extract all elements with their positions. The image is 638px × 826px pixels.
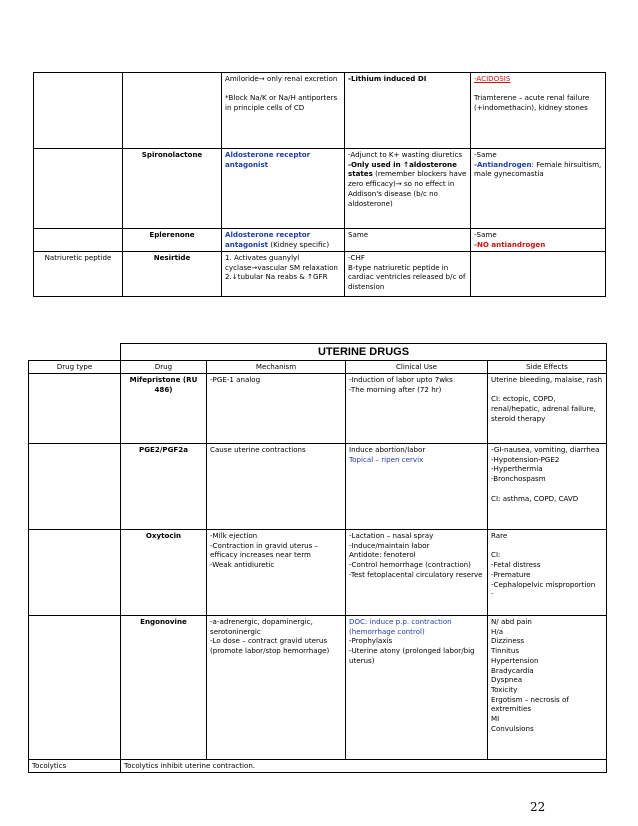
clinical-text: -Lithium induced DI: [348, 74, 427, 83]
table-row: [34, 252, 606, 297]
table-row: [29, 374, 607, 444]
header-drug: Drug: [121, 361, 207, 374]
side-effect-text: Tinnitus: [491, 646, 520, 656]
side-effect-text: Toxicity: [491, 684, 518, 694]
side-effect-text: H/a: [491, 626, 504, 636]
drug-type-cell: [29, 760, 121, 773]
clinical-cell: [346, 444, 488, 530]
drug-name: Mifepristone (RU 486): [129, 375, 198, 394]
side-effect-text: -GI-nausea, vomiting, diarrhea: [491, 445, 600, 454]
clinical-text: Induce abortion/labor: [349, 445, 426, 454]
mechanism-text: -Contraction in gravid uterus – efficacy increases near term: [210, 540, 319, 560]
side-effect-text: -Premature: [491, 569, 531, 579]
side-effect-text: -Same: [474, 150, 497, 159]
mechanism-cell: [207, 530, 346, 616]
uterine-drugs-table: [28, 343, 607, 773]
drug-type-label: Tocolytics: [32, 761, 67, 770]
side-effect-text: Hypertension: [491, 655, 539, 665]
side-effect-text: MI: [491, 714, 500, 724]
drug-type-cell: [34, 252, 123, 297]
table-row: [34, 73, 606, 149]
drug-type-cell: [34, 229, 123, 252]
mechanism-text: -Milk ejection: [210, 531, 258, 540]
side-effect-text: Triamterene – acute renal failure (+indomethacin), kidney stones: [474, 93, 590, 113]
side-effects-cell: [471, 252, 606, 297]
clinical-text: (remember blockers have zero efficacy)→ so no effect in Addison's disease (b/c no aldosterone): [348, 169, 467, 208]
table-row: [29, 760, 607, 773]
mechanism-text: Aldosterone receptor antagonist: [225, 230, 311, 249]
drug-cell: [121, 530, 207, 616]
clinical-cell: [346, 530, 488, 616]
section-title: [121, 344, 607, 361]
mechanism-text: -a-adrenergic, dopaminergic, serotoninergic: [210, 617, 313, 636]
drug-type-cell: [29, 444, 121, 530]
drug-name: Nesirtide: [153, 253, 191, 262]
side-effect-text: -Cephalopelvic misproportion: [491, 579, 596, 589]
mechanism-cell: [207, 444, 346, 530]
clinical-text: -Induction of labor upto 7wks: [349, 375, 453, 384]
mechanism-text: -Lo dose – contract gravid uterus (promote labor/stop hemorrhage): [210, 636, 330, 656]
side-effect-text: Ergotism – necrosis of extremities: [491, 694, 569, 714]
clinical-text: -Prophylaxis: [349, 636, 393, 646]
side-effect-text: -NO antiandrogen: [474, 239, 546, 249]
side-effect-text: -Antiandrogen: [474, 159, 532, 169]
header-clinical-use: Clinical Use: [346, 361, 488, 374]
clinical-cell: [345, 252, 471, 297]
drug-name: PGE2/PGF2a: [139, 445, 188, 454]
side-effect-text: CI:: [491, 550, 501, 560]
side-effect-text: -ACIDOSIS: [474, 74, 511, 83]
side-effect-text: CI: ectopic, COPD, renal/hepatic, adrenal failure, steroid therapy: [491, 394, 596, 423]
blank-cell: [29, 344, 121, 361]
side-effect-text: Rare: [491, 531, 508, 540]
header-side-effects: Side Effects: [488, 361, 607, 374]
side-effects-cell: [471, 149, 606, 229]
clinical-cell: [345, 149, 471, 229]
drug-type-cell: [34, 73, 123, 149]
mechanism-cell: [207, 374, 346, 444]
tocolytics-note: [121, 760, 607, 773]
side-effect-text: : Female hirsuitism, male gynecomastia: [474, 159, 602, 179]
side-effect-text: CI: asthma, COPD, CAVD: [491, 493, 579, 503]
mechanism-cell: [222, 229, 345, 252]
mechanism-text: (Kidney specific): [268, 239, 330, 249]
clinical-text: -Uterine atony (prolonged labor/big uterus): [349, 646, 475, 665]
drug-type-cell: [29, 374, 121, 444]
side-effect-text: -Same: [474, 230, 497, 239]
drug-name: Oxytocin: [145, 531, 182, 540]
mechanism-text: *Block Na/K or Na/H antiporters in principle cells of CD: [225, 93, 338, 113]
page-number: 22: [530, 800, 546, 814]
mechanism-text: -PGE-1 analog: [210, 375, 261, 384]
drug-name: Engonovine: [140, 617, 187, 626]
drug-cell: [123, 149, 222, 229]
diuretics-table: [33, 72, 606, 297]
mechanism-text: 1. Activates guanylyl cyclase→vascular SM relaxation: [225, 253, 338, 272]
side-effects-cell: [471, 73, 606, 149]
clinical-text: -Only used in ↑aldosterone states: [348, 159, 457, 179]
side-effect-text: N/ abd pain: [491, 617, 532, 626]
drug-type-label: Natriuretic peptide: [44, 253, 112, 262]
clinical-text: -CHF: [348, 253, 365, 262]
clinical-text: -Adjunct to K+ wasting diuretics: [348, 150, 463, 159]
clinical-text: Antidote: fenoterol: [349, 550, 416, 560]
clinical-text: DOC: induce p.p. contraction (hemorrhage control): [349, 617, 452, 636]
mechanism-cell: [222, 73, 345, 149]
side-effect-text: Dizziness: [491, 636, 525, 646]
side-effect-text: Uterine bleeding, malaise, rash: [491, 375, 603, 384]
table-row: [29, 530, 607, 616]
clinical-text: -Test fetoplacental circulatory reserve: [349, 569, 483, 579]
mechanism-cell: [222, 252, 345, 297]
clinical-cell: [346, 616, 488, 760]
clinical-text: Same: [348, 230, 369, 239]
table-row: [34, 149, 606, 229]
clinical-text: -Induce/maintain labor: [349, 540, 430, 550]
drug-cell: [121, 616, 207, 760]
drug-cell: [123, 73, 222, 149]
table-row: [29, 616, 607, 760]
drug-name: Spironolactone: [141, 150, 203, 159]
tocolytics-text: Tocolytics inhibit uterine contraction.: [124, 761, 256, 770]
side-effects-cell: [488, 616, 607, 760]
clinical-text: Topical – ripen cervix: [349, 454, 424, 464]
mechanism-text: 2.↓tubular Na reabs & ↑GFR: [225, 272, 328, 282]
clinical-text: -The morning after (72 hr): [349, 384, 442, 394]
side-effect-text: -Fetal distress: [491, 560, 541, 570]
drug-type-cell: [29, 530, 121, 616]
title-row: [29, 344, 607, 361]
drug-cell: [123, 229, 222, 252]
header-row: [29, 361, 607, 374]
side-effect-text: -: [491, 589, 494, 599]
mechanism-cell: [222, 149, 345, 229]
drug-type-cell: [29, 616, 121, 760]
side-effect-text: -Hyperthermia: [491, 464, 543, 474]
table-row: [29, 444, 607, 530]
mechanism-text: -Weak antidiuretic: [210, 560, 275, 570]
header-mechanism: Mechanism: [207, 361, 346, 374]
side-effects-cell: [488, 374, 607, 444]
side-effects-cell: [471, 229, 606, 252]
side-effects-cell: [488, 530, 607, 616]
mechanism-text: Aldosterone receptor antagonist: [225, 150, 311, 169]
mechanism-text: Cause uterine contractions: [210, 445, 306, 454]
header-drug-type: Drug type: [29, 361, 121, 374]
drug-cell: [121, 444, 207, 530]
side-effect-text: -Hypotension-PGE2: [491, 454, 560, 464]
side-effect-text: Dyspnea: [491, 675, 523, 685]
clinical-text: B-type natriuretic peptide in cardiac ventricles released b/c of distension: [348, 262, 466, 292]
clinical-text: -Control hemorrhage (contraction): [349, 560, 471, 570]
clinical-cell: [345, 229, 471, 252]
section-title-text: UTERINE DRUGS: [317, 345, 410, 358]
drug-name: Eplerenone: [149, 230, 195, 239]
mechanism-cell: [207, 616, 346, 760]
side-effect-text: Convulsions: [491, 723, 534, 733]
clinical-text: -Lactation – nasal spray: [349, 531, 434, 540]
drug-type-cell: [34, 149, 123, 229]
clinical-cell: [346, 374, 488, 444]
side-effects-cell: [488, 444, 607, 530]
clinical-cell: [345, 73, 471, 149]
side-effect-text: -Bronchospasm: [491, 474, 546, 484]
mechanism-text: Amiloride→ only renal excretion: [225, 74, 338, 83]
side-effect-text: Bradycardia: [491, 665, 534, 675]
drug-cell: [123, 252, 222, 297]
table-row: [34, 229, 606, 252]
drug-cell: [121, 374, 207, 444]
